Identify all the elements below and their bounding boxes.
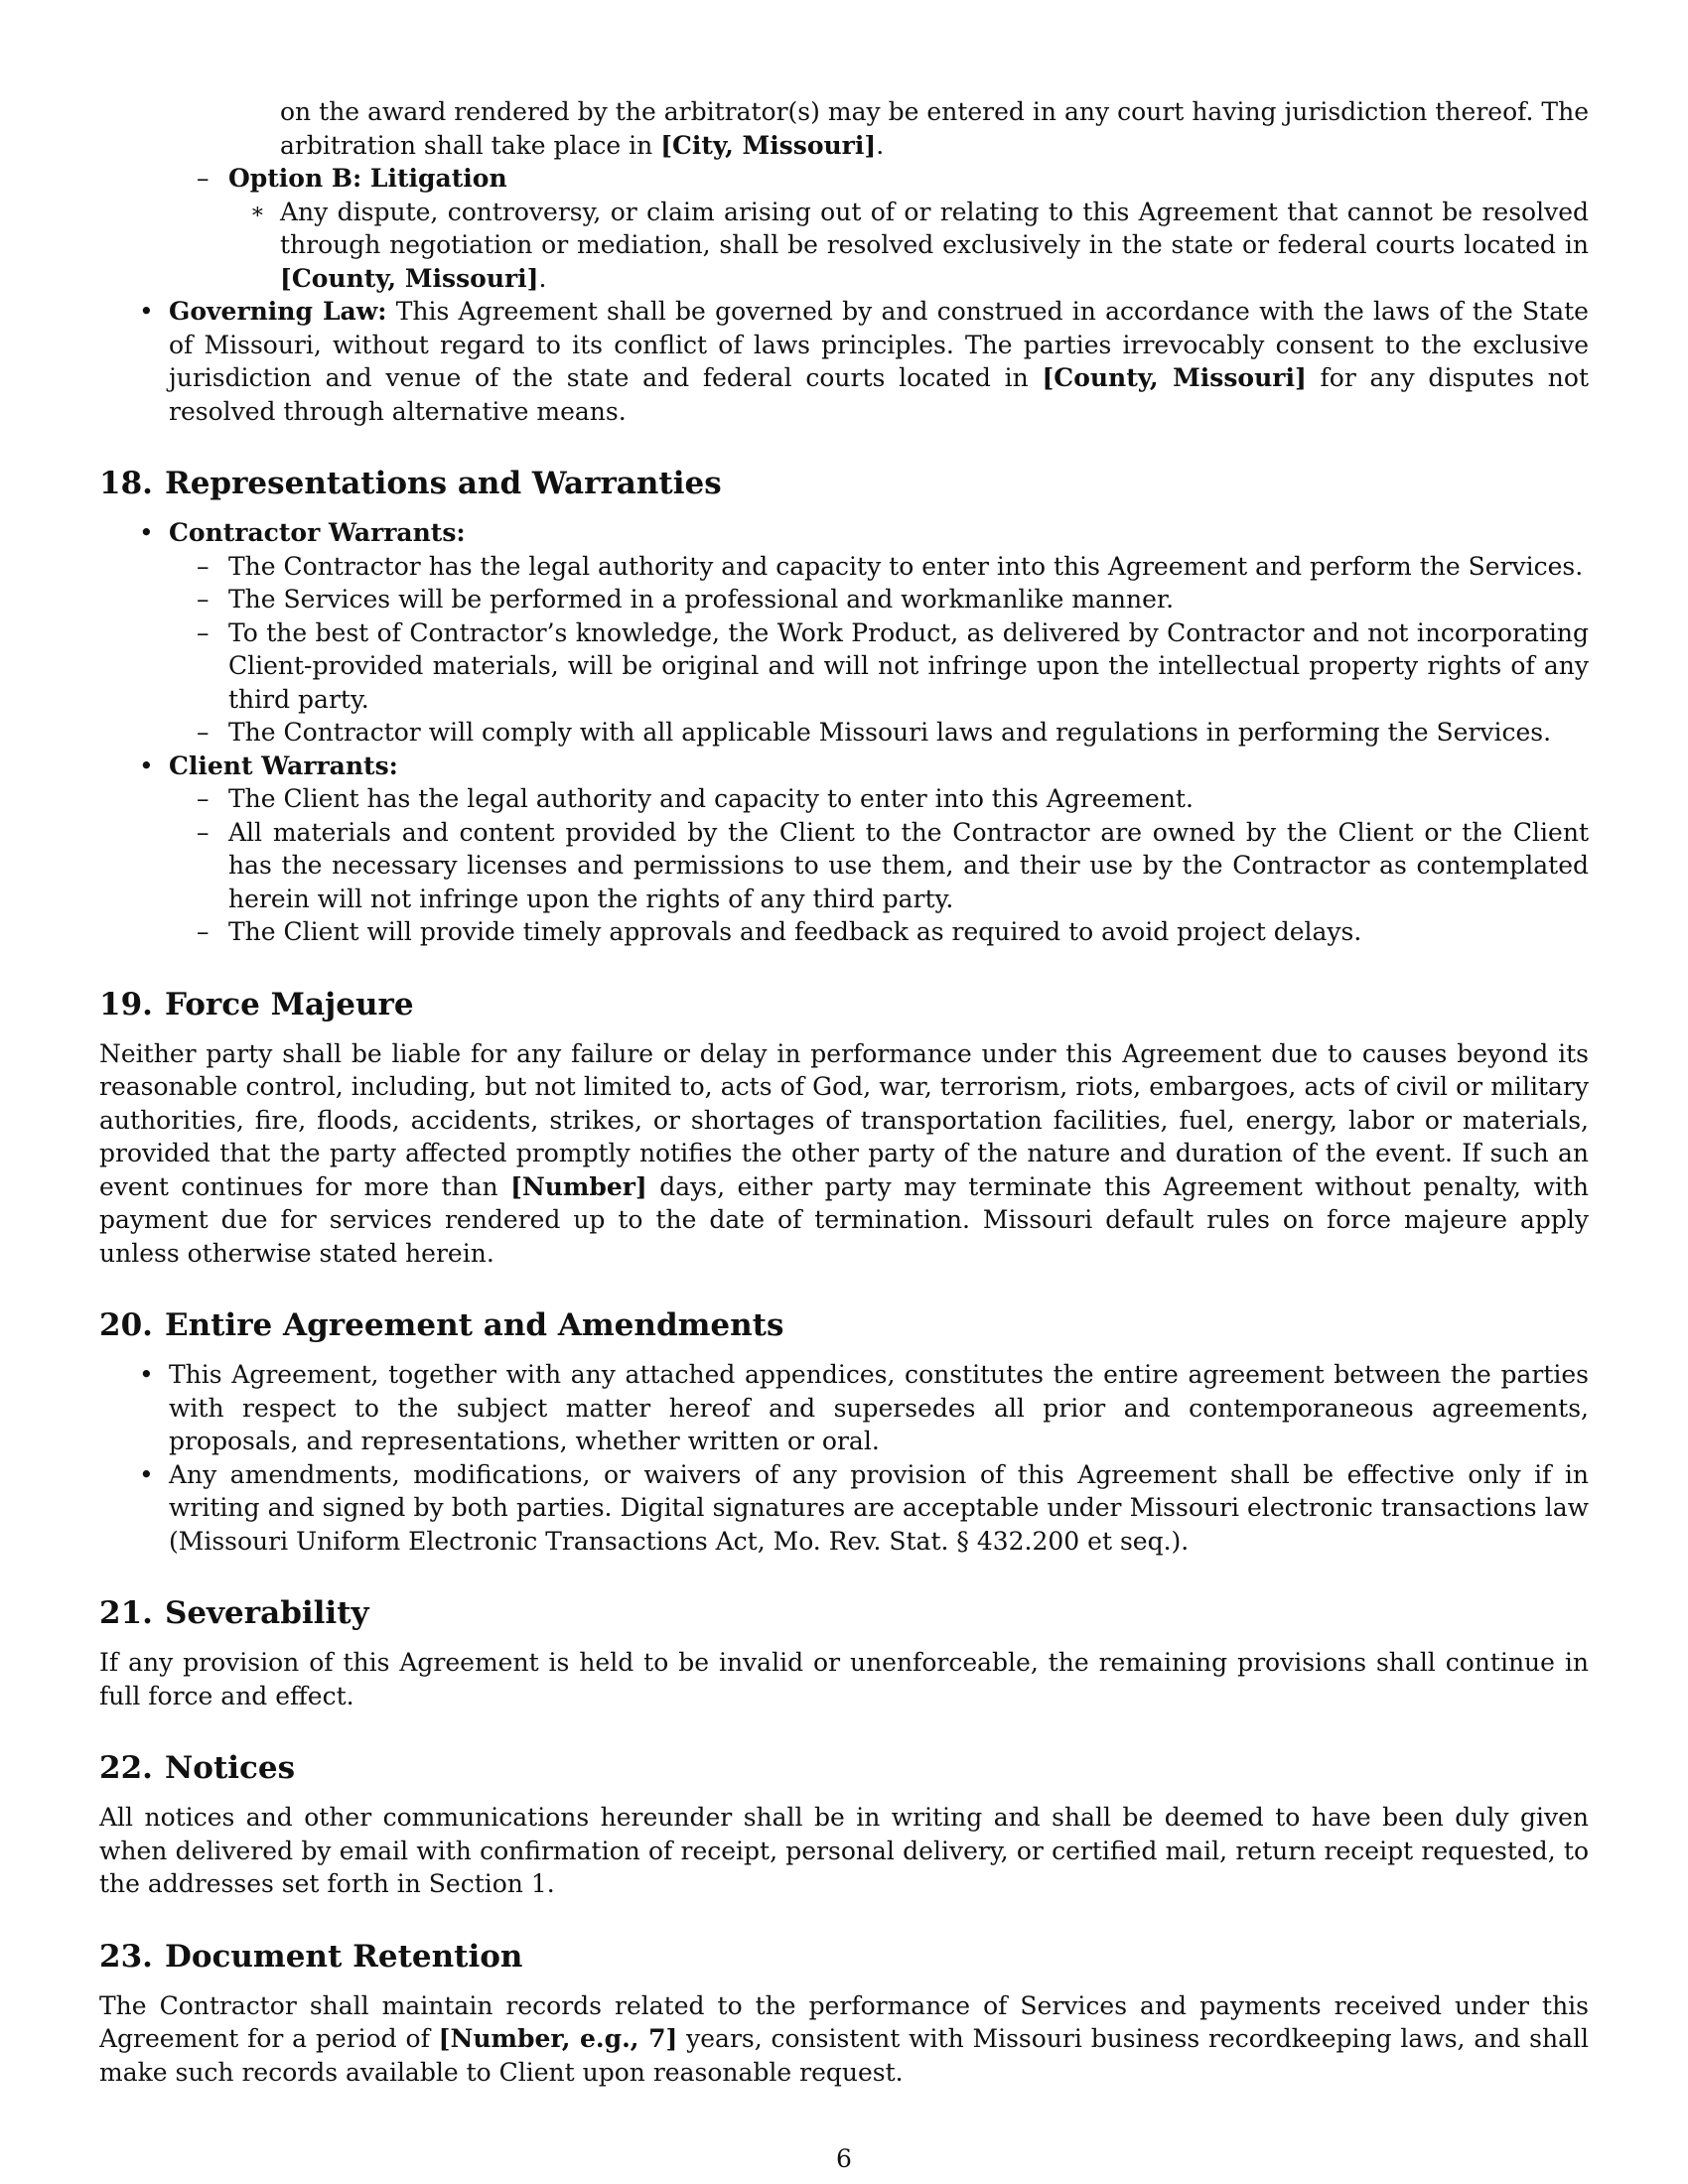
list-item: • Any amendments, modifications, or waivers of any provision of this Agreement shall be effective only if in writing and signed by both parties. Digital signatures are acceptable under Missouri electronic transactions law (Missouri Uniform Electronic Transactions Act, Mo. Rev. Stat. § 432.200 et seq.). [139,1459,1589,1556]
arbitration-continuation: on the award rendered by the arbitrator(s) may be entered in any court having jurisdiction thereof. The arbitration shall take place in [City, Missouri]. [280,97,1589,160]
list-item: – The Services will be performed in a professional and workmanlike manner. [99,583,1589,616]
bullet-marker: • [139,1360,154,1389]
list-item: – To the best of Contractor’s knowledge, the Work Product, as delivered by Contractor and not incorporating Client-provided materials, will be original and will not infringe upon the intellectual property rights of any third party. [197,617,1589,714]
section-heading-21: 21. Severability [99,1595,369,1631]
option-b-detail: ∗ Any dispute, controversy, or claim arising out of or relating to this Agreement that cannot be resolved through negotiation or mediation, shall be resolved exclusively in the state or federal courts located in [County, Missouri]. [250,197,1589,293]
section-heading-19: 19. Force Majeure [99,986,414,1023]
bullet-marker: • [139,518,154,547]
bullet-marker: • [139,751,154,780]
document-page [99,95,1589,2089]
governing-law-label: Governing Law: [169,297,387,326]
bullet-marker: • [139,297,154,326]
section-heading-22: 22. Notices [99,1750,296,1786]
option-b-label: Option B: Litigation [228,164,507,193]
option-b-item [99,162,1589,196]
dash-marker: – [197,784,210,813]
list-item: – The Contractor has the legal authority and capacity to enter into this Agreement and perform the Services. [99,550,1589,584]
placeholder-number: [Number] [510,1171,647,1201]
force-majeure-paragraph: Neither party shall be liable for any failure or delay in performance under this Agreement due to causes beyond its reasonable control, including, but not limited to, acts of God, war, terrorism, riots, embargoes, acts of civil or military authorities, fire, floods, accidents, strikes, or shortages of transportation facilities, fuel, energy, labor or materials, provided that the party affected promptly notifies the other party of the nature and duration of the event. If such an event continues for more than [Number] days, either party may terminate this Agreement without penalty, with payment due for services rendered up to the date of termination. Missouri default rules on force majeure apply unless otherwise stated herein. [99,1038,1589,1268]
list-item: – The Contractor will comply with all applicable Missouri laws and regulations in performing the Services. [99,716,1589,750]
bullet-marker: • [139,1459,154,1489]
list-item: – The Client will provide timely approvals and feedback as required to avoid project delays. [99,915,1589,949]
dash-marker: – [197,817,210,847]
contractor-warrants-item: • Contractor Warrants: [99,516,1589,550]
dash-marker: – [197,164,210,193]
section-heading-20: 20. Entire Agreement and Amendments [99,1307,784,1343]
placeholder-city: [City, Missouri] [660,130,877,160]
dash-marker: – [197,551,210,581]
placeholder-number: [Number, e.g., 7] [438,2024,678,2053]
dash-marker: – [197,585,210,614]
governing-law-item: • Governing Law: This Agreement shall be governed by and construed in accordance with the laws of the State of Missouri, without regard to its conflict of laws principles. The parties irrevocably consent to the exclusive jurisdiction and venue of the state and federal courts located in [County, Missouri] for any disputes not resolved through alternative means. [139,297,1589,426]
list-item: – The Client has the legal authority and capacity to enter into this Agreement. [99,782,1589,816]
star-marker: ∗ [250,199,265,224]
dash-marker: – [197,617,210,647]
section-heading-23: 23. Document Retention [99,1938,523,1975]
list-item: – All materials and content provided by the Client to the Contractor are owned by the Client or the Client has the necessary licenses and permissions to use them, and their use by the Contractor as contemplated herein will not infringe upon the rights of any third party. [197,817,1589,913]
dash-marker: – [197,917,210,946]
placeholder-county: [County, Missouri] [280,263,539,293]
placeholder-county: [County, Missouri] [1042,363,1307,392]
list-item: • This Agreement, together with any attached appendices, constitutes the entire agreement between the parties with respect to the subject matter hereof and supersedes all prior and contemporaneous agreements, proposals, and representations, whether written or oral. [139,1360,1589,1455]
dash-marker: – [197,718,210,747]
section-heading-18: 18. Representations and Warranties [99,466,722,501]
severability-paragraph: If any provision of this Agreement is held to be invalid or unenforceable, the remaining provisions shall continue in full force and effect. [99,1648,1589,1710]
document-retention-paragraph: The Contractor shall maintain records related to the performance of Services and payments received under this Agreement for a period of [Number, e.g., 7] years, consistent with Missouri business recordkeeping laws, and shall make such records available to Client upon reasonable request. [99,1990,1589,2087]
page-number: 6 [836,2144,852,2173]
client-warrants-item: • Client Warrants: [99,750,1589,783]
notices-paragraph: All notices and other communications hereunder shall be in writing and shall be deemed to have been duly given when delivered by email with confirmation of receipt, personal delivery, or certified mail, return receipt requested, to the addresses set forth in Section 1. [99,1803,1589,1898]
